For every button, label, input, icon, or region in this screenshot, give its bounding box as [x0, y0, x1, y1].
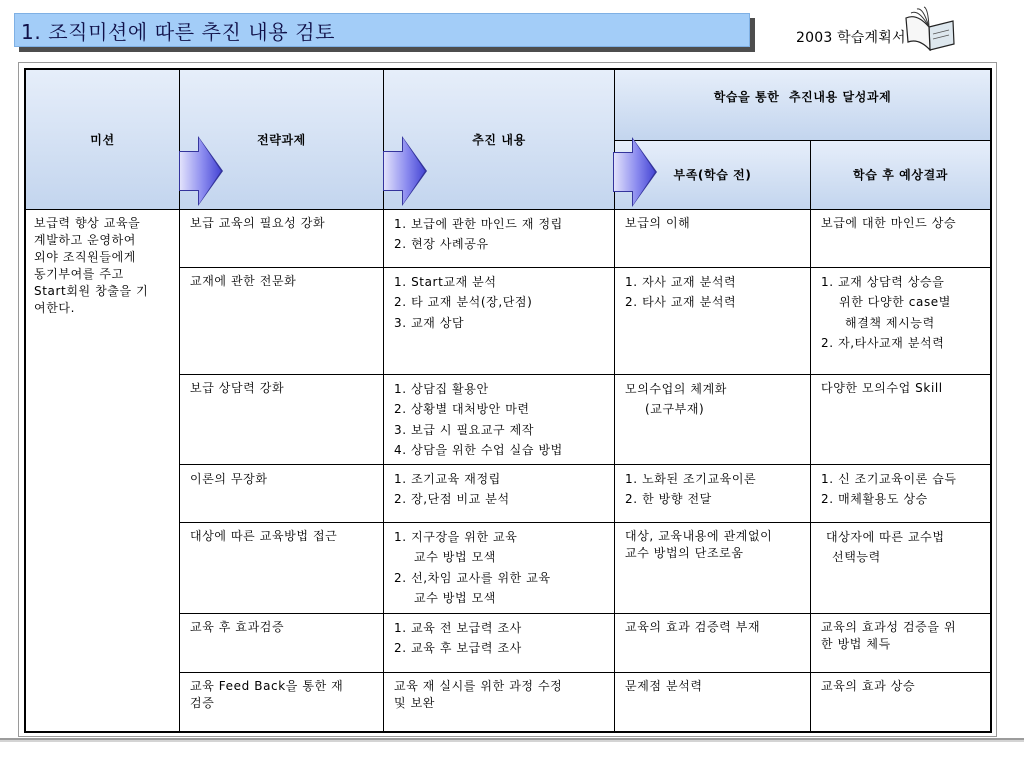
- after-line: 한 방법 체득: [821, 637, 891, 651]
- action-line: 2. 장,단점 비교 분석: [394, 492, 510, 507]
- row-7-before-cell: [615, 673, 811, 731]
- header-actions: [384, 70, 615, 210]
- header-mission: [26, 70, 180, 210]
- open-book-icon: [902, 5, 956, 51]
- before-line: 2. 타사 교재 분석력: [625, 295, 737, 310]
- before-line: 교수 방법의 단조로움: [625, 546, 744, 560]
- header-strategy-label: 전략과제: [257, 132, 306, 147]
- mission-line: Start회원 창출을 기: [34, 284, 149, 298]
- mission-line: 보급력 향상 교육을: [34, 216, 141, 230]
- after-line: 다양한 모의수업 Skill: [821, 381, 943, 395]
- row-1-before-cell: [615, 210, 811, 268]
- action-line: 1. 교육 전 보급력 조사: [394, 621, 522, 635]
- after-line: 해결책 제시능력: [845, 315, 935, 330]
- after-line: 보급에 대한 마인드 상승: [821, 216, 957, 230]
- after-line: 1. 신 조기교육이론 습득: [821, 472, 957, 486]
- row-1-strategy-cell: [180, 210, 384, 268]
- before-line: 문제점 분석력: [625, 679, 703, 693]
- after-line: 1. 교재 상담력 상승을: [821, 275, 945, 289]
- header-actions-label: 추진 내용: [472, 132, 526, 147]
- row-1-after-cell: [811, 210, 990, 268]
- row-2-before-cell: [615, 268, 811, 375]
- header-group: [615, 70, 990, 141]
- before-line: 대상, 교육내용에 관계없이: [625, 529, 773, 543]
- action-line: 교수 방법 모색: [414, 591, 496, 606]
- document-label: 2003 학습계획서: [796, 30, 906, 46]
- after-line: 2. 자,타사교재 분석력: [821, 336, 945, 351]
- row-5-strategy-cell: [180, 523, 384, 614]
- strategy-line: 교재에 관한 전문화: [190, 274, 297, 288]
- after-line: 대상자에 따른 교수법: [826, 530, 945, 544]
- mission-table: [24, 68, 992, 733]
- action-line: 4. 상담을 위한 수업 실습 방법: [394, 443, 563, 458]
- after-line: 교육의 효과 상승: [821, 679, 916, 693]
- mission-line: 계발하고 운영하여: [34, 233, 136, 247]
- header-mission-label: 미션: [90, 132, 115, 147]
- after-line: 교육의 효과성 검증을 위: [821, 620, 957, 634]
- row-6-strategy-cell: [180, 614, 384, 673]
- after-line: 2. 매체활용도 상승: [821, 492, 928, 507]
- strategy-line: 이론의 무장화: [190, 472, 268, 486]
- row-1-actions-cell: [384, 210, 615, 268]
- strategy-line: 보급 교육의 필요성 강화: [190, 216, 326, 230]
- action-line: 1. 상담집 활용안: [394, 382, 489, 396]
- mission-cell: [26, 210, 180, 731]
- action-line: 교육 재 실시를 위한 과정 수정: [394, 679, 563, 693]
- row-6-before-cell: [615, 614, 811, 673]
- row-3-actions-cell: [384, 375, 615, 465]
- row-3-after-cell: [811, 375, 990, 465]
- after-line: 위한 다양한 case별: [839, 295, 951, 310]
- action-line: 및 보완: [394, 696, 435, 710]
- strategy-line: 검증: [190, 696, 215, 710]
- header-after-label: 학습 후 예상결과: [853, 168, 948, 182]
- row-6-actions-cell: [384, 614, 615, 673]
- row-7-actions-cell: [384, 673, 615, 731]
- mission-line: 외야 조직원들에게: [34, 250, 136, 264]
- mission-line: 여한다.: [34, 301, 75, 315]
- row-5-actions-cell: [384, 523, 615, 614]
- strategy-line: 보급 상담력 강화: [190, 381, 285, 395]
- before-line: (교구부재): [645, 402, 705, 417]
- before-line: 2. 한 방향 전달: [625, 492, 712, 507]
- strategy-line: 교육 후 효과검증: [190, 620, 285, 634]
- strategy-line: 교육 Feed Back을 통한 재: [190, 679, 344, 693]
- row-5-before-cell: [615, 523, 811, 614]
- header-group-label: 학습을 통한 추진내용 달성과제: [713, 90, 892, 104]
- after-line: 선택능력: [832, 550, 881, 565]
- action-line: 1. 지구장을 위한 교육: [394, 530, 518, 544]
- strategy-line: 대상에 따른 교육방법 접근: [190, 529, 338, 543]
- before-line: 1. 노화된 조기교육이론: [625, 472, 757, 486]
- row-2-after-cell: [811, 268, 990, 375]
- action-line: 교수 방법 모색: [414, 550, 496, 565]
- title-bar: [14, 13, 750, 47]
- before-line: 1. 자사 교재 분석력: [625, 275, 737, 289]
- row-7-strategy-cell: [180, 673, 384, 731]
- action-line: 1. 보급에 관한 마인드 재 정립: [394, 217, 563, 231]
- row-7-after-cell: [811, 673, 990, 731]
- action-line: 2. 현장 사례공유: [394, 237, 489, 252]
- footer-divider-shade: [0, 740, 1024, 742]
- action-line: 2. 선,차임 교사를 위한 교육: [394, 570, 551, 585]
- mission-line: 동기부여를 주고: [34, 267, 124, 281]
- slide-title: 1. 조직미션에 따른 추진 내용 검토: [21, 20, 336, 44]
- action-line: 1. Start교재 분석: [394, 275, 497, 289]
- row-2-actions-cell: [384, 268, 615, 375]
- header-before-label: 부족(학습 전): [673, 168, 752, 182]
- row-4-after-cell: [811, 465, 990, 523]
- before-line: 모의수업의 체계화: [625, 382, 727, 396]
- row-5-after-cell: [811, 523, 990, 614]
- header-strategy: [180, 70, 384, 210]
- row-2-strategy-cell: [180, 268, 384, 375]
- action-line: 2. 상황별 대처방안 마련: [394, 402, 530, 417]
- action-line: 2. 교육 후 보급력 조사: [394, 641, 522, 656]
- row-3-before-cell: [615, 375, 811, 465]
- action-line: 2. 타 교재 분석(장,단점): [394, 295, 533, 310]
- row-4-actions-cell: [384, 465, 615, 523]
- row-4-strategy-cell: [180, 465, 384, 523]
- row-4-before-cell: [615, 465, 811, 523]
- action-line: 1. 조기교육 재정립: [394, 472, 501, 486]
- row-6-after-cell: [811, 614, 990, 673]
- action-line: 3. 교재 상담: [394, 315, 465, 330]
- row-3-strategy-cell: [180, 375, 384, 465]
- before-line: 보급의 이해: [625, 216, 691, 230]
- before-line: 교육의 효과 검증력 부재: [625, 620, 761, 634]
- action-line: 3. 보급 시 필요교구 제작: [394, 422, 535, 437]
- header-after: [811, 141, 990, 210]
